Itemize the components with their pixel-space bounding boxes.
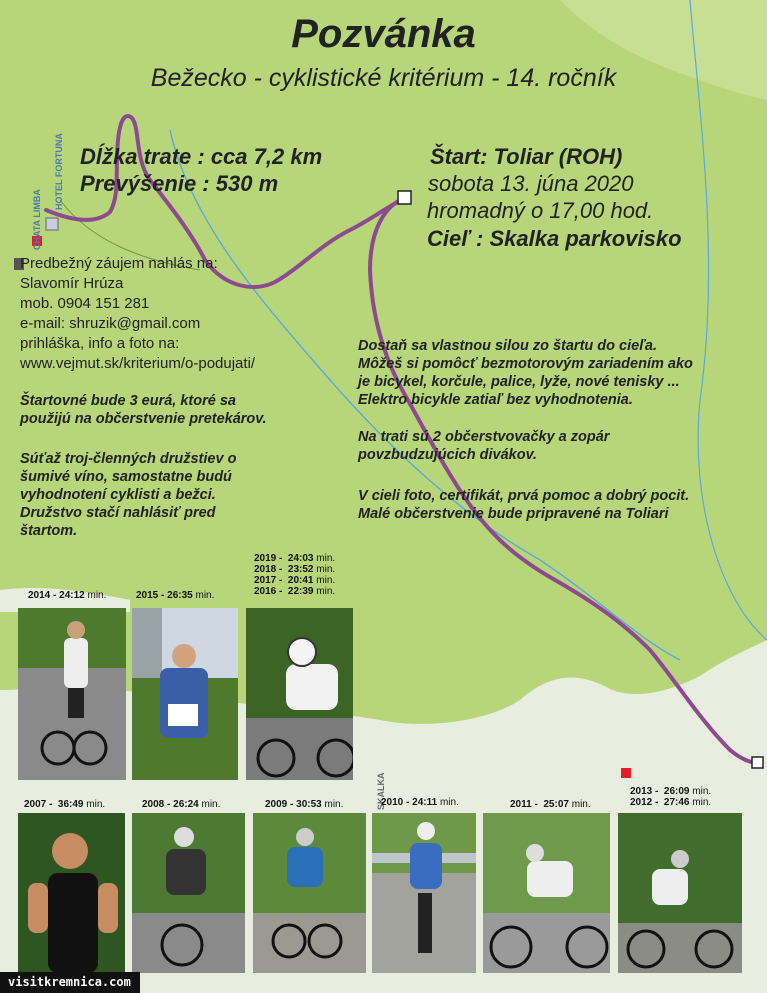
watermark: visitkremnica.com xyxy=(0,972,140,993)
contact-info-line: prihláška, info a foto na: xyxy=(20,335,180,352)
text-line: Štartovné bude 3 eurá, ktoré sa xyxy=(20,393,236,409)
text-line: použijú na občerstvenie pretekárov. xyxy=(20,411,267,427)
text-line: šumivé víno, samostatne budú xyxy=(20,469,232,485)
map-label-hotel: HOTEL FORTUNA xyxy=(54,133,64,210)
result-label-2016: 2016 - 22:39 min. xyxy=(254,586,336,597)
finish-amenities-paragraph xyxy=(358,487,689,523)
photo-2014-cyclist xyxy=(18,608,126,780)
result-label-2014: 2014 - 24:12 min. xyxy=(28,590,107,601)
finish-info: Cieľ : Skalka parkovisko xyxy=(427,226,682,251)
rules-paragraph xyxy=(358,337,693,409)
text-line: vyhodnotení cyklisti a bežci. xyxy=(20,487,216,503)
text-line: Dostaň sa vlastnou silou zo štartu do cieľa. xyxy=(358,338,658,354)
result-label-2012: 2012 - 27:46 min. xyxy=(630,797,712,808)
team-competition-paragraph xyxy=(20,450,236,540)
page-title: Pozvánka xyxy=(291,12,476,56)
refreshment-paragraph xyxy=(358,428,609,464)
map-label-skalka: SKALKA xyxy=(376,772,386,810)
elevation-info: Prevýšenie : 530 m xyxy=(80,171,279,196)
text-line: Družstvo stačí nahlásiť pred xyxy=(20,505,216,521)
result-list-2012-2013 xyxy=(630,786,711,808)
result-list-2016-2019 xyxy=(254,553,335,597)
result-label-2018: 2018 - 23:52 min. xyxy=(254,564,336,575)
photo-2009-cyclist xyxy=(253,813,366,973)
mass-start-info: hromadný o 17,00 hod. xyxy=(427,198,654,223)
photo-2011-cyclist xyxy=(483,813,610,973)
entry-fee-paragraph xyxy=(20,392,267,428)
hut-symbol xyxy=(46,218,58,230)
date-info: sobota 13. júna 2020 xyxy=(428,171,634,196)
page-subtitle: Bežecko - cyklistické kritérium - 14. ročník xyxy=(150,64,617,92)
photo-2016-cyclist xyxy=(246,608,353,780)
photo-2015-runner xyxy=(132,608,238,780)
contact-block xyxy=(20,254,255,374)
text-line: štartom. xyxy=(20,523,78,539)
text-line: Môžeš si pomôcť bezmotorovým zariadením ako xyxy=(358,356,693,372)
text-line: V cieli foto, certifikát, prvá pomoc a dobrý pocit. xyxy=(358,488,690,504)
start-marker xyxy=(398,191,411,204)
text-line: Súťaž troj-členných družstiev o xyxy=(20,451,237,467)
finish-marker xyxy=(752,757,763,768)
text-line: Elektro bicykle zatiaľ bez vyhodnotenia. xyxy=(358,392,633,408)
photo-2007-runner xyxy=(18,813,125,973)
text-line: Na trati sú 2 občerstvovačky a zopár xyxy=(358,429,610,445)
contact-email: e-mail: shruzik@gmail.com xyxy=(20,315,201,332)
result-label-2007: 2007 - 36:49 min. xyxy=(24,799,106,810)
result-label-2019: 2019 - 24:03 min. xyxy=(254,553,336,564)
distance-info: Dĺžka trate : cca 7,2 km xyxy=(80,144,323,169)
map-label-chata: CHATA LIMBA xyxy=(32,189,42,250)
result-label-2008: 2008 - 26:24 min. xyxy=(142,799,221,810)
contact-name: Slavomír Hrúza xyxy=(20,275,124,292)
result-label-2015: 2015 - 26:35 min. xyxy=(136,590,215,601)
text-line: povzbudzujúcich divákov. xyxy=(358,447,537,463)
text-line: je bicykel, korčule, palice, lyže, nové tenisky ... xyxy=(358,374,680,390)
start-info: Štart: Toliar (ROH) xyxy=(430,144,623,169)
photo-2012-cyclist xyxy=(618,813,742,973)
result-label-2011: 2011 - 25:07 min. xyxy=(510,799,591,810)
result-label-2017: 2017 - 20:41 min. xyxy=(254,575,336,586)
result-label-2010: 2010 - 24:11 min. xyxy=(381,797,459,808)
result-label-2013: 2013 - 26:09 min. xyxy=(630,786,712,797)
photo-2008-cyclist xyxy=(132,813,245,973)
contact-line-intro: Predbežný záujem nahlás na: xyxy=(20,255,218,272)
contact-phone: mob. 0904 151 281 xyxy=(20,295,150,312)
text-line: Malé občerstvenie bude pripravené na Toliari xyxy=(358,506,669,522)
red-marker-finish xyxy=(621,768,631,778)
contact-website: www.vejmut.sk/kriterium/o-podujati/ xyxy=(20,355,256,372)
photo-2010-cyclist xyxy=(372,813,476,973)
result-label-2009: 2009 - 30:53 min. xyxy=(265,799,344,810)
